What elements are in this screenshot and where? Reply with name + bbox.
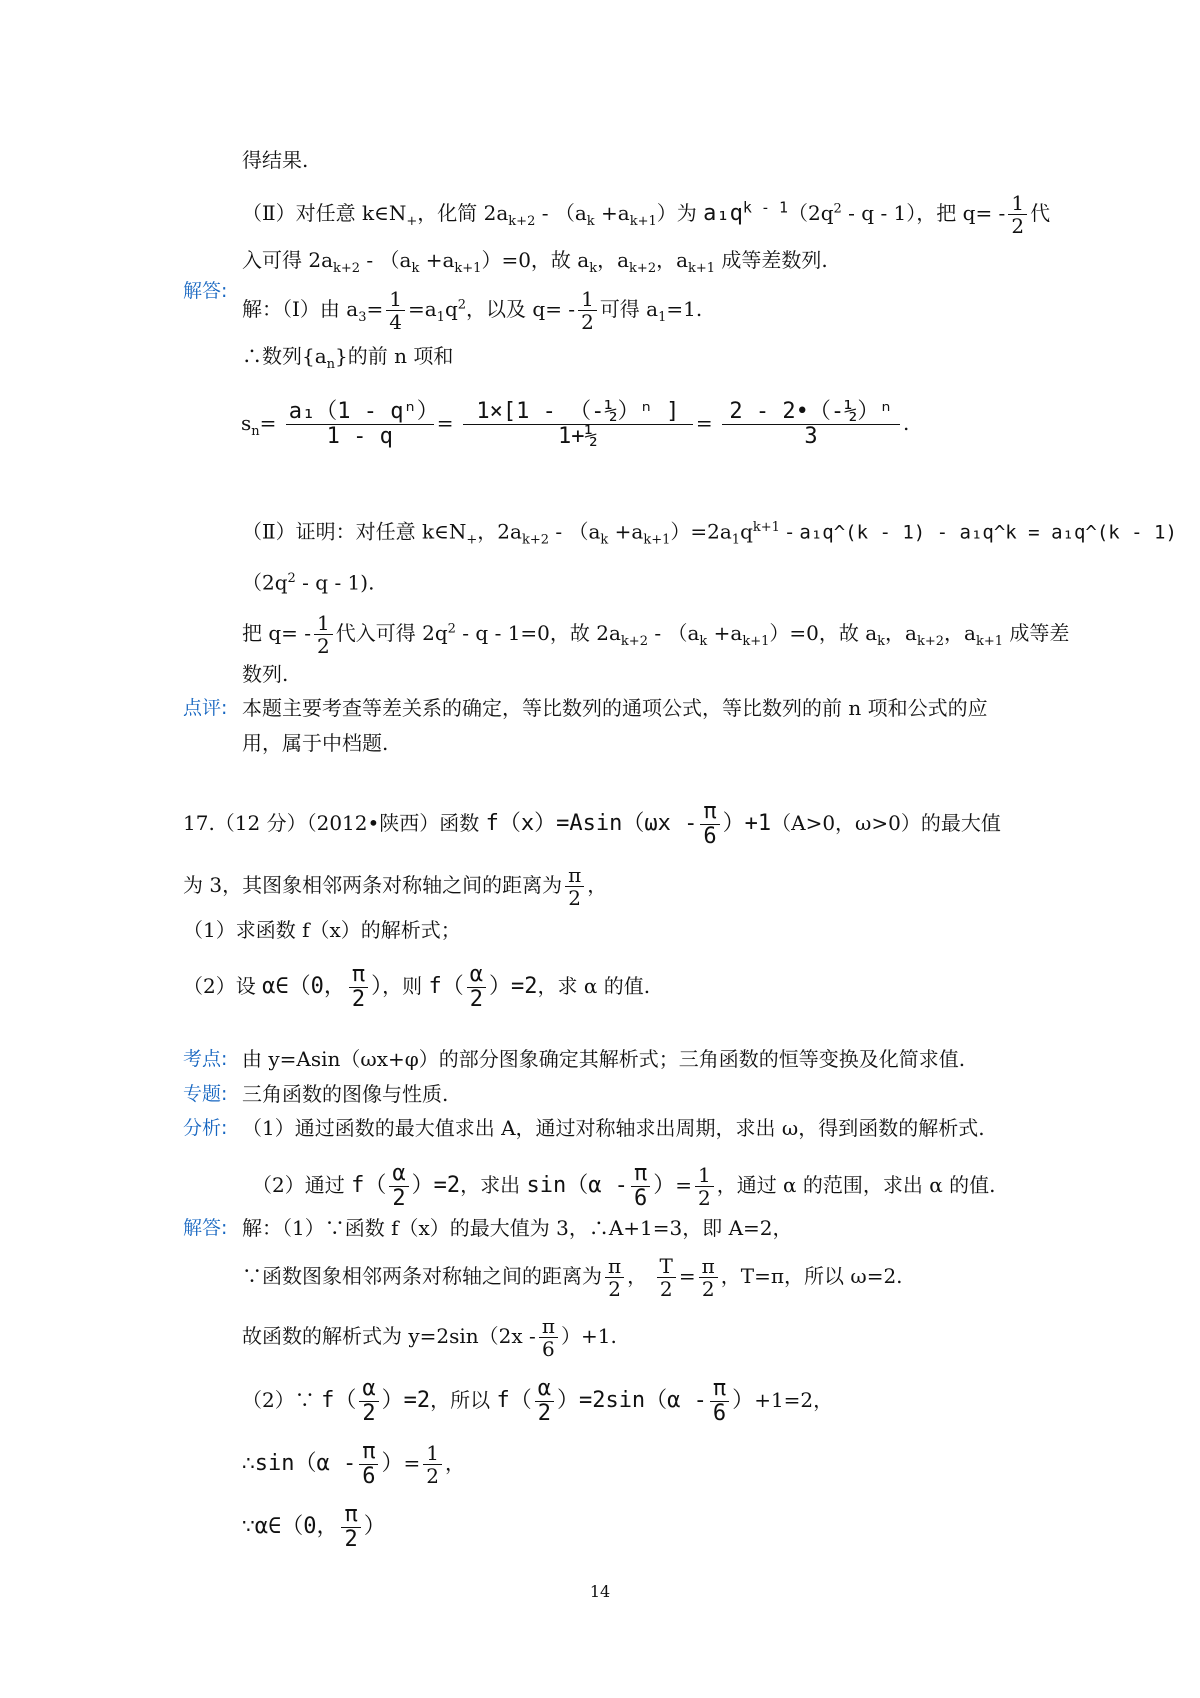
text-line: 本题主要考查等差关系的确定，等比数列的通项公式，等比数列的前 n 项和公式的应 [242, 696, 988, 720]
analysis-tag: 分析: [183, 1117, 228, 1139]
text-line: 用，属于中档题. [242, 731, 389, 755]
fraction: $\frac{1}{2}$ [423, 1442, 442, 1487]
text-line: （1）通过函数的最大值求出 A，通过对称轴求出周期，求出 ω，得到函数的解析式. [242, 1116, 985, 1140]
fraction: $\frac{1}{2}$ [578, 288, 597, 333]
text-line: （2）设 α∈（0， $\frac{\pi}{2}$ ），则 f（ $\frac{\alpha}{2}$ ）=2，求 α 的值. [183, 962, 651, 1013]
text-line: （2）通过 f（ $\frac{\alpha}{2}$ ）=2，求出 sin（α - $\frac{\pi}{6}$ ）= $\frac{1}{2}$ ，通过 α 的范围，求出 α 的值. [252, 1161, 996, 1212]
text-line: 得结果. [242, 148, 309, 172]
fraction: $\frac{\pi}{6}$ [700, 800, 719, 849]
text-line: 入可得 $2a_{k+2} - (a_k +a_{k+1})=0$，故 $a_k$，$a_{k+2}$，$a_{k+1}$ 成等差数列. [242, 248, 828, 276]
fraction: $\frac{1}{2}$ [314, 612, 333, 657]
text-line: （1）求函数 f（x）的解析式； [183, 918, 461, 942]
fraction: $\frac{1}{2}$ [695, 1164, 714, 1209]
text-line: ∵α∈（0， $\frac{\pi}{2}$ ） [242, 1502, 386, 1553]
fraction: $\frac{1}{4}$ [386, 288, 405, 333]
text-line: 把 q= - $\frac{1}{2}$ 代入可得 $2q^2 - q - 1=0$，故 $2a_{k+2} - (a_k +a_{k+1})=0$，故 $a_k$，$a_{k+2}$，$a_{k+1}$ 成等差 [242, 611, 1070, 658]
answer-tag: 解答: [183, 1217, 228, 1239]
fraction: $\frac{\alpha}{2}$ [389, 1162, 408, 1211]
fraction: $\frac{\pi}{2}$ [341, 1503, 360, 1552]
topic-tag: 专题: [183, 1083, 228, 1105]
answer-tag: 解答: [183, 280, 228, 302]
fraction: $\frac{\pi}{2}$ [699, 1255, 718, 1300]
fraction: $\frac{\pi}{6}$ [359, 1440, 378, 1489]
fraction: $\frac{\pi}{2}$ [605, 1255, 624, 1300]
text-line: ∵函数图象相邻两条对称轴之间的距离为 $\frac{\pi}{2}$ ， $\frac{T}{2}$ = $\frac{\pi}{2}$ ，T=π，所以 ω=2. [242, 1254, 903, 1301]
text-line: ∴sin（α - $\frac{\pi}{6}$ ）= $\frac{1}{2}$ ， [242, 1439, 465, 1490]
text-line: 数列. [242, 662, 289, 686]
formula-image: a₁q^(k - 1) - a₁q^k = a₁q^(k - 1) [799, 521, 1177, 544]
fraction: $\frac{\text{1×[1 - （-½）ⁿ ]}}{\text{1+½}}$ [463, 400, 693, 449]
page-number: 14 [589, 1582, 611, 1601]
fraction: $\frac{\pi}{2}$ [565, 864, 584, 909]
fraction: $\frac{\text{2 - 2•（-½）ⁿ}}{3}$ [722, 400, 900, 449]
text-line: 解：（1）∵函数 f（x）的最大值为 3，∴A+1=3，即 A=2， [242, 1216, 793, 1240]
fraction: $\frac{\text{a₁（1 - qⁿ）}}{1 - q}$ [286, 400, 434, 449]
point-tag: 考点: [183, 1048, 228, 1070]
text-line: 解：（Ⅰ）由 $a_3=$ $\frac{1}{4}$ $=a_1q^2$，以及 q= - $\frac{1}{2}$ 可得 $a_1=1$. [242, 287, 703, 334]
text-line: 为 3，其图象相邻两条对称轴之间的距离为 $\frac{\pi}{2}$ ， [183, 863, 608, 910]
text-line: ∴数列$\{a_n\}$的前 n 项和 [242, 344, 454, 372]
text-line: （Ⅱ）证明：对任意 $k\in N_+$，$2a_{k+2} - (a_k +a_{k+1})=2a_1q^{k+1}$ - a₁q^(k - 1) - a₁q^k = a₁q^(k - 1) [242, 519, 1177, 548]
text-line: （$2q^2$ - q - 1). [242, 570, 375, 595]
fraction: $\frac{\pi}{2}$ [349, 963, 368, 1012]
fraction: $\frac{1}{2}$ [1008, 192, 1027, 237]
text-line: 故函数的解析式为 y=2sin（2x - $\frac{\pi}{6}$ ）+1. [242, 1314, 617, 1361]
formula-image: a₁q [703, 201, 743, 226]
fraction: $\frac{T}{2}$ [657, 1255, 676, 1300]
fraction: $\frac{\alpha}{2}$ [535, 1377, 554, 1426]
fraction: $\frac{\pi}{6}$ [631, 1162, 650, 1211]
text-line: （Ⅱ）对任意 $k\in N_+$，化简 $2a_{k+2} - (a_k +a_{k+1})$为 $a_1q^{k - 1}(2q^2$ - q - 1），把 q= - $\frac{1}{2}$ 代 [242, 191, 1051, 238]
fraction: $\frac{\pi}{6}$ [710, 1377, 729, 1426]
text-line: 由 y=Asin（ωx+φ）的部分图象确定其解析式；三角函数的恒等变换及化简求值. [242, 1047, 966, 1071]
sum-formula: $s_n=$ $\frac{\text{a₁（1 - qⁿ）}}{1 - q}$ = $\frac{\text{1×[1 - （-½）ⁿ ]}}{\text{1+½}}$ = $\frac{\text{2 - 2•（-½）ⁿ}}{3}$ . [241, 399, 910, 450]
question-17: 17.（12 分）（2012•陕西）函数 f（x）=Asin（ωx - $\frac{\pi}{6}$ ）+1（A>0，ω>0）的最大值 [183, 799, 1001, 850]
text-line: （2）∵ f（ $\frac{\alpha}{2}$ ）=2，所以 f（ $\frac{\alpha}{2}$ ）=2sin（α - $\frac{\pi}{6}$ ）+1=2， [242, 1376, 834, 1427]
text-line: 三角函数的图像与性质. [242, 1082, 449, 1106]
fraction: $\frac{\alpha}{2}$ [467, 963, 486, 1012]
comment-tag: 点评: [183, 697, 228, 719]
fraction: $\frac{\pi}{6}$ [539, 1315, 558, 1360]
fraction: $\frac{\alpha}{2}$ [359, 1377, 378, 1426]
